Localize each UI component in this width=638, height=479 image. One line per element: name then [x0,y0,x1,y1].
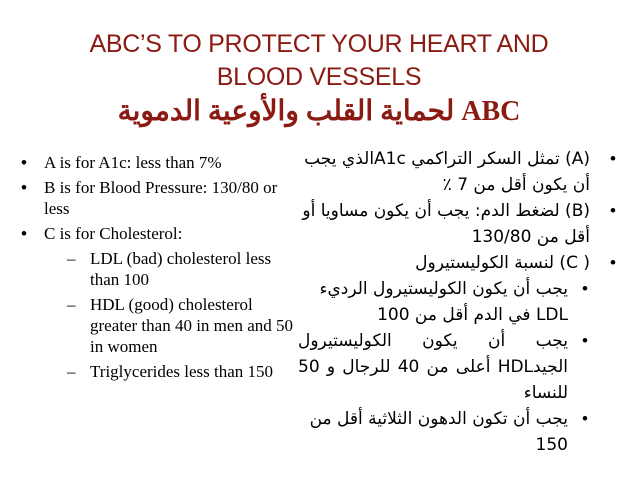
arabic-item-text: ( C) لنسبة الكوليستيرول [415,253,590,273]
bullet-icon: • [610,149,616,168]
bullet-icon: • [21,178,27,197]
list-item-b [18,177,293,219]
title-line-2: BLOOD VESSELS [216,63,422,91]
title-line-1: ABC’S TO PROTECT YOUR HEART AND [89,30,549,58]
dash-icon: – [67,295,76,314]
arabic-sub-hdl [298,328,620,406]
list-item-text: B is for Blood Pressure: 130/80 or less [44,178,278,218]
list-item-text: C is for Cholesterol: [44,224,183,243]
arabic-item-text: (B) لضغط الدم: يجب أن يكون مساويا أو أقل من 130/80 [302,201,590,247]
arabic-content [298,146,620,458]
arabic-sub-triglycerides [298,406,620,458]
bullet-icon: • [21,153,27,172]
list-item-text: A is for A1c: less than 7% [44,153,222,172]
arabic-item-text: (A) تمثل السكر التراكمي A1cالذي يجب أن يكون أقل من 7 ٪ [304,149,590,195]
bullet-icon: • [582,409,588,428]
sub-item-text: LDL (bad) cholesterol less than 100 [90,249,272,289]
bullet-icon: • [582,331,588,350]
sub-item-triglycerides [18,361,293,382]
arabic-sub-text: يجب أن تكون الدهون الثلاثية أقل من 150 [309,409,568,455]
english-content [18,152,293,386]
arabic-title: لحماية القلب والأوعية الدموية ABC [117,96,521,127]
dash-icon: – [67,249,76,268]
list-item-c [18,223,293,244]
arabic-item-c [298,250,620,276]
list-item-a [18,152,293,173]
sub-item-text: Triglycerides less than 150 [90,362,274,381]
bullet-icon: • [582,279,588,298]
arabic-sub-text: يجب أن يكون الكوليستيرول الرديء LDL في الدم أقل من 100 [319,279,568,325]
sub-item-hdl [18,294,293,357]
slide-title [20,28,618,94]
sub-item-text: HDL (good) cholesterol greater than 40 in men and 50 in women [90,295,293,356]
arabic-item-b [298,198,620,250]
sub-item-ldl [18,248,293,290]
bullet-icon: • [610,201,616,220]
arabic-sub-text: يجب أن يكون الكوليستيرول الجيدHDL أعلى من 40 للرجال و 50 للنساء [298,331,568,403]
bullet-icon: • [610,253,616,272]
bullet-icon: • [21,224,27,243]
dash-icon: – [67,362,76,381]
arabic-sub-ldl [298,276,620,328]
arabic-item-a [298,146,620,198]
